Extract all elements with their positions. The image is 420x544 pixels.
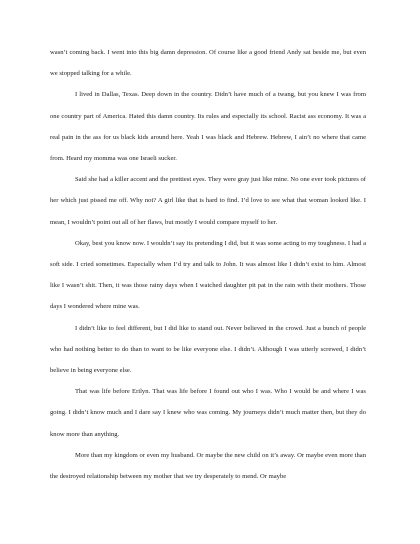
paragraph-1: wasn’t coming back. I went into this big damn depression. Of course like a good friend Andy sat beside me, but even we stopped talking for a while. xyxy=(50,49,366,78)
paragraph-3: Said she had a killer accent and the prettiest eyes. They were gray just like mine. No one ever took pictures of her which just pissed me off. Why not? A girl like that is hard to find. I’d love to see what that woman looked like. I mean, I wouldn’t point out all of her flaws, but mostly I would compare myself to her. xyxy=(50,176,366,226)
document-body xyxy=(50,42,366,487)
paragraph-4: Okay, best you know now. I wouldn’t say its pretending I did, but it was some acting to my toughness. I had a soft side. I cried sometimes. Especially when I’d try and talk to John. It was almost like I didn’t exist to him. Almost like I wasn’t shit. Then, it was those rainy days when I watched daughter pit pat in the rain with their mothers. Those days I wondered where mine was. xyxy=(50,239,366,311)
paragraph-5: I didn’t like to feel different, but I did like to stand out. Never believed in the crowd. Just a bunch of people who had nothing better to do than to want to be like everyone else. I didn’t. Although I was utterly screwed, I didn’t believe in being everyone else. xyxy=(50,324,366,375)
paragraph-7: More than my kingdom or even my husband. Or maybe the new child on it’s away. Or maybe even more than the destroyed relationship between my mother that we try desperately to mend. Or maybe xyxy=(50,451,366,481)
paragraph-6: That was life before Erilyn. That was life before I found out who I was. Who I would be and where I was going. I didn’t know much and I dare say I knew who was coming. My journeys didn’t much matter then, but they do know more than anything. xyxy=(50,388,366,438)
paragraph-2: I lived in Dallas, Texas. Deep down in the country. Didn’t have much of a twang, but you knew I was from one country part of America. Hated this damn country. Its rules and especially its school. Racist ass economy. It was a real pain in the ass for us black kids around here. Yeah I was black and Hebrew. Hebrew, I ain’t no where that came from. Heard my momma was one Israeli sucker. xyxy=(50,91,366,163)
